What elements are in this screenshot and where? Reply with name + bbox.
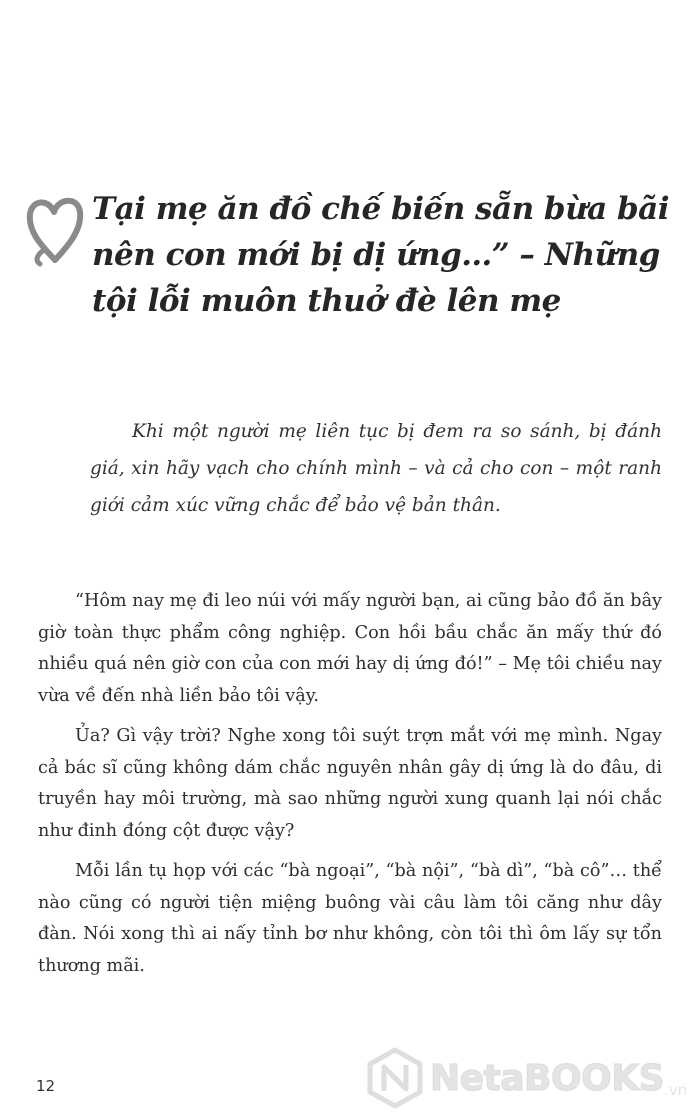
epigraph: Khi một người mẹ liên tục bị đem ra so sánh, bị đánh giá, xin hãy vạch cho chính mình – và cả cho con – một ranh giới cảm xúc vững chắc để bảo vệ bản thân. — [90, 421, 662, 516]
paragraph: Ủa? Gì vậy trời? Nghe xong tôi suýt trợn mắt với mẹ mình. Ngay cả bác sĩ cũng không dám chắc nguyên nhân gây dị ứng là do đâu, di truyền hay môi trường, mà sao những người xung quanh lại nói chắc như đinh đóng cột được vậy? — [38, 726, 662, 841]
watermark-suffix: .vn — [664, 1081, 688, 1099]
chapter-title: Tại mẹ ăn đồ chế biến sẵn bừa bãi nên con mới bị dị ứng…” – Những tội lỗi muôn thuở đè lên mẹ — [92, 191, 670, 319]
heart-icon — [24, 190, 86, 270]
watermark-brand: NetaBOOKS — [430, 1057, 665, 1099]
page-number: 12 — [36, 1077, 56, 1095]
watermark — [366, 1043, 696, 1113]
paragraph: Mỗi lần tụ họp với các “bà ngoại”, “bà nội”, “bà dì”, “bà cô”… thể nào cũng có người tiện miệng buông vài câu làm tôi căng như dây đàn. Nói xong thì ai nấy tỉnh bơ như không, còn tôi thì ôm lấy sự tổn thương mãi. — [38, 861, 662, 976]
paragraph: “Hôm nay mẹ đi leo núi với mấy người bạn, ai cũng bảo đồ ăn bây giờ toàn thực phẩm công nghiệp. Con hồi bầu chắc ăn mấy thứ đó nhiều quá nên giờ con của con mới hay dị ứng đó!” – Mẹ tôi chiều nay vừa về đến nhà liền bảo tôi vậy. — [38, 591, 662, 706]
netabooks-logo-icon — [366, 1047, 424, 1109]
body-text — [38, 586, 662, 991]
